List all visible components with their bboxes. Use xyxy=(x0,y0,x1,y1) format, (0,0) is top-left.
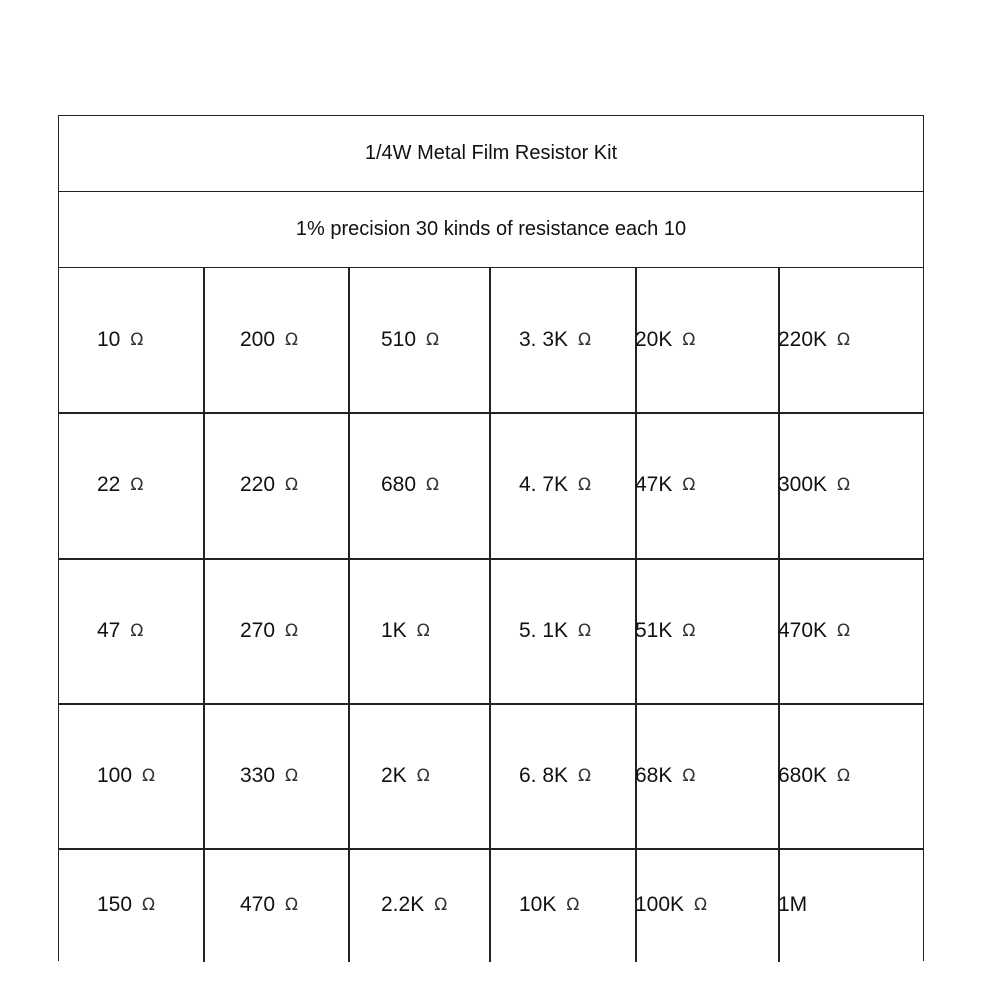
resistance-cell xyxy=(97,268,143,412)
column-divider xyxy=(489,268,491,962)
resistance-value: 470K xyxy=(778,618,828,642)
resistance-value: 1M xyxy=(778,893,808,916)
ohm-symbol: Ω xyxy=(694,895,708,915)
resistance-cell xyxy=(97,412,143,558)
resistance-cell xyxy=(97,558,143,703)
ohm-symbol: Ω xyxy=(130,475,144,495)
resistance-value: 270 xyxy=(240,618,276,642)
resistance-value: 680K xyxy=(778,763,828,787)
resistance-cell xyxy=(778,848,807,962)
resistance-value: 220 xyxy=(240,473,276,496)
resistance-value: 3. 3K xyxy=(519,328,569,351)
ohm-symbol: Ω xyxy=(578,765,592,786)
ohm-symbol: Ω xyxy=(416,765,430,786)
resistance-value: 200 xyxy=(240,328,276,351)
ohm-symbol: Ω xyxy=(837,620,851,641)
resistance-cell xyxy=(519,703,591,848)
table-subtitle: 1% precision 30 kinds of resistance each 10 xyxy=(59,192,923,268)
ohm-symbol: Ω xyxy=(837,330,851,350)
resistance-cell xyxy=(519,268,591,412)
resistance-value: 300K xyxy=(778,473,828,496)
resistance-value: 47 xyxy=(97,618,121,642)
resistance-value: 220K xyxy=(778,328,828,351)
resistance-value: 10 xyxy=(97,328,121,351)
column-divider xyxy=(348,268,350,962)
ohm-symbol: Ω xyxy=(285,620,299,641)
resistance-cell xyxy=(778,703,850,848)
resistance-value: 68K xyxy=(635,763,673,787)
ohm-symbol: Ω xyxy=(434,895,448,915)
ohm-symbol: Ω xyxy=(578,620,592,641)
table-title: 1/4W Metal Film Resistor Kit xyxy=(59,116,923,192)
ohm-symbol: Ω xyxy=(142,895,156,915)
ohm-symbol: Ω xyxy=(682,620,696,641)
ohm-symbol: Ω xyxy=(142,765,156,786)
ohm-symbol: Ω xyxy=(416,620,430,641)
resistance-cell xyxy=(635,268,695,412)
ohm-symbol: Ω xyxy=(285,765,299,786)
resistance-cell xyxy=(635,412,695,558)
resistance-cell xyxy=(519,558,591,703)
resistance-cell xyxy=(240,703,298,848)
resistance-value: 2.2K xyxy=(381,893,425,916)
resistance-value: 47K xyxy=(635,473,673,496)
resistance-value: 100K xyxy=(635,893,685,916)
resistance-value: 6. 8K xyxy=(519,763,569,787)
resistor-kit-table xyxy=(58,115,924,961)
resistance-value: 1K xyxy=(381,618,407,642)
resistance-cell xyxy=(97,848,155,962)
ohm-symbol: Ω xyxy=(426,475,440,495)
resistance-cell xyxy=(519,412,591,558)
resistance-value: 330 xyxy=(240,763,276,787)
resistance-cell xyxy=(635,848,707,962)
resistance-cell xyxy=(240,412,298,558)
resistance-value: 680 xyxy=(381,473,417,496)
resistance-value: 510 xyxy=(381,328,417,351)
ohm-symbol: Ω xyxy=(837,475,851,495)
resistance-cell xyxy=(381,268,439,412)
ohm-symbol: Ω xyxy=(682,330,696,350)
ohm-symbol: Ω xyxy=(837,765,851,786)
ohm-symbol: Ω xyxy=(566,895,580,915)
ohm-symbol: Ω xyxy=(285,895,299,915)
resistance-value: 51K xyxy=(635,618,673,642)
resistance-value: 20K xyxy=(635,328,673,351)
resistance-cell xyxy=(519,848,579,962)
ohm-symbol: Ω xyxy=(682,475,696,495)
resistance-value: 4. 7K xyxy=(519,473,569,496)
resistance-cell xyxy=(778,558,850,703)
ohm-symbol: Ω xyxy=(426,330,440,350)
resistance-cell xyxy=(381,848,447,962)
ohm-symbol: Ω xyxy=(130,620,144,641)
resistance-cell xyxy=(381,412,439,558)
resistance-value: 150 xyxy=(97,893,133,916)
resistance-value: 100 xyxy=(97,763,133,787)
resistance-value: 22 xyxy=(97,473,121,496)
ohm-symbol: Ω xyxy=(285,475,299,495)
resistance-cell xyxy=(635,558,695,703)
resistance-cell xyxy=(240,268,298,412)
resistance-cell xyxy=(635,703,695,848)
resistance-grid xyxy=(59,268,923,962)
resistance-cell xyxy=(778,412,850,558)
resistance-value: 10K xyxy=(519,893,557,916)
ohm-symbol: Ω xyxy=(130,330,144,350)
ohm-symbol: Ω xyxy=(285,330,299,350)
column-divider xyxy=(203,268,205,962)
resistance-cell xyxy=(381,558,430,703)
resistance-cell xyxy=(97,703,155,848)
resistance-value: 470 xyxy=(240,893,276,916)
resistance-cell xyxy=(240,848,298,962)
resistance-cell xyxy=(240,558,298,703)
resistance-cell xyxy=(381,703,430,848)
ohm-symbol: Ω xyxy=(682,765,696,786)
resistance-value: 5. 1K xyxy=(519,618,569,642)
resistance-value: 2K xyxy=(381,763,407,787)
resistance-cell xyxy=(778,268,850,412)
ohm-symbol: Ω xyxy=(578,475,592,495)
ohm-symbol: Ω xyxy=(578,330,592,350)
